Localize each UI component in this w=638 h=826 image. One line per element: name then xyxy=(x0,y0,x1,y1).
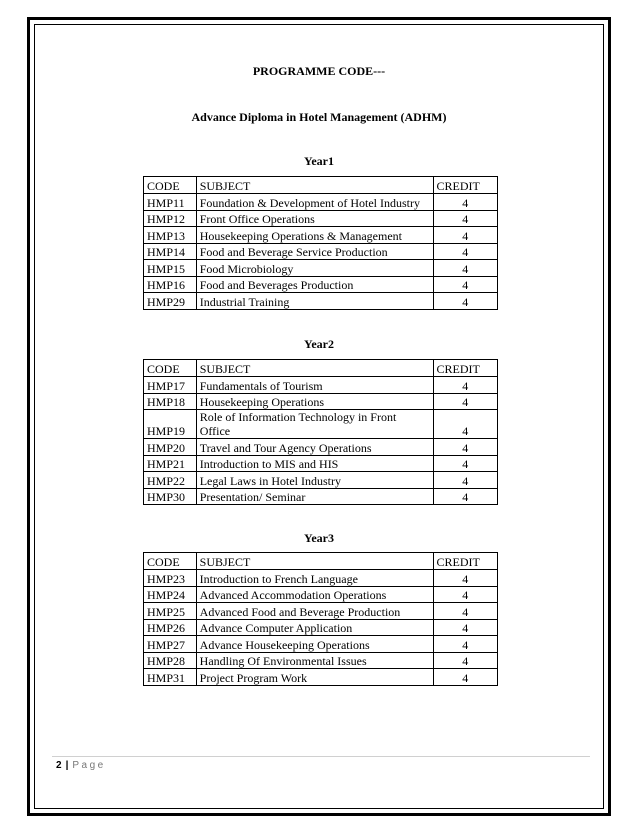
cell-code: HMP27 xyxy=(144,636,197,653)
cell-credit: 4 xyxy=(433,410,497,439)
table-row xyxy=(144,652,498,669)
cell-credit: 4 xyxy=(433,603,497,620)
cell-code: HMP11 xyxy=(144,194,197,211)
table-row xyxy=(144,586,498,603)
cell-subject: Food and Beverages Production xyxy=(196,276,433,293)
cell-subject: Industrial Training xyxy=(196,293,433,310)
cell-code: HMP26 xyxy=(144,619,197,636)
cell-credit: 4 xyxy=(433,210,497,227)
cell-code: HMP29 xyxy=(144,293,197,310)
cell-credit: 4 xyxy=(433,669,497,686)
cell-code: HMP23 xyxy=(144,570,197,587)
cell-subject: Advanced Accommodation Operations xyxy=(196,586,433,603)
cell-credit: 4 xyxy=(433,455,497,472)
year2-table xyxy=(143,359,498,505)
cell-subject: Front Office Operations xyxy=(196,210,433,227)
cell-subject: Travel and Tour Agency Operations xyxy=(196,439,433,456)
cell-subject: Advanced Food and Beverage Production xyxy=(196,603,433,620)
column-header-subject: SUBJECT xyxy=(196,553,433,570)
cell-subject: Food and Beverage Service Production xyxy=(196,243,433,260)
page-word: Page xyxy=(72,760,106,771)
year1-table xyxy=(143,176,498,310)
cell-code: HMP24 xyxy=(144,586,197,603)
cell-code: HMP30 xyxy=(144,488,197,505)
table-row xyxy=(144,210,498,227)
cell-credit: 4 xyxy=(433,570,497,587)
column-header-subject: SUBJECT xyxy=(196,360,433,377)
column-header-credit: CREDIT xyxy=(433,553,497,570)
cell-credit: 4 xyxy=(433,652,497,669)
table-header-row xyxy=(144,360,498,377)
table-row xyxy=(144,276,498,293)
table-row xyxy=(144,455,498,472)
cell-subject: Introduction to French Language xyxy=(196,570,433,587)
cell-subject: Presentation/ Seminar xyxy=(196,488,433,505)
table-row xyxy=(144,243,498,260)
table-header-row xyxy=(144,177,498,194)
table-row xyxy=(144,293,498,310)
cell-subject: Foundation & Development of Hotel Industry xyxy=(196,194,433,211)
table-row xyxy=(144,636,498,653)
cell-code: HMP20 xyxy=(144,439,197,456)
cell-subject: Housekeeping Operations xyxy=(196,393,433,410)
column-header-code: CODE xyxy=(144,177,197,194)
cell-subject: Introduction to MIS and HIS xyxy=(196,455,433,472)
cell-credit: 4 xyxy=(433,194,497,211)
cell-code: HMP18 xyxy=(144,393,197,410)
cell-credit: 4 xyxy=(433,439,497,456)
year3-title: Year3 xyxy=(304,531,334,545)
cell-code: HMP22 xyxy=(144,472,197,489)
cell-code: HMP17 xyxy=(144,377,197,394)
cell-credit: 4 xyxy=(433,227,497,244)
programme-name-heading: Advance Diploma in Hotel Management (ADHM) xyxy=(191,110,447,124)
cell-code: HMP15 xyxy=(144,260,197,277)
table-row xyxy=(144,472,498,489)
cell-code: HMP14 xyxy=(144,243,197,260)
cell-code: HMP25 xyxy=(144,603,197,620)
cell-code: HMP21 xyxy=(144,455,197,472)
cell-credit: 4 xyxy=(433,619,497,636)
column-header-credit: CREDIT xyxy=(433,360,497,377)
page-number: 2 xyxy=(56,760,62,771)
cell-subject: Role of Information Technology in Front Office xyxy=(196,410,433,439)
table-row xyxy=(144,393,498,410)
cell-credit: 4 xyxy=(433,377,497,394)
cell-subject: Housekeeping Operations & Management xyxy=(196,227,433,244)
year2-title: Year2 xyxy=(304,337,334,351)
cell-subject: Advance Computer Application xyxy=(196,619,433,636)
page-footer xyxy=(56,760,106,771)
table-row xyxy=(144,377,498,394)
cell-credit: 4 xyxy=(433,260,497,277)
column-header-code: CODE xyxy=(144,360,197,377)
column-header-subject: SUBJECT xyxy=(196,177,433,194)
cell-subject: Project Program Work xyxy=(196,669,433,686)
table-row xyxy=(144,227,498,244)
table-row xyxy=(144,488,498,505)
cell-code: HMP16 xyxy=(144,276,197,293)
table-row xyxy=(144,669,498,686)
cell-credit: 4 xyxy=(433,586,497,603)
column-header-credit: CREDIT xyxy=(433,177,497,194)
footer-separator: | xyxy=(65,760,69,771)
cell-subject: Advance Housekeeping Operations xyxy=(196,636,433,653)
cell-credit: 4 xyxy=(433,393,497,410)
table-row xyxy=(144,603,498,620)
table-row xyxy=(144,570,498,587)
footer-divider xyxy=(52,756,590,757)
cell-code: HMP31 xyxy=(144,669,197,686)
cell-code: HMP12 xyxy=(144,210,197,227)
cell-credit: 4 xyxy=(433,293,497,310)
cell-credit: 4 xyxy=(433,472,497,489)
cell-credit: 4 xyxy=(433,488,497,505)
cell-credit: 4 xyxy=(433,276,497,293)
cell-subject: Legal Laws in Hotel Industry xyxy=(196,472,433,489)
cell-code: HMP13 xyxy=(144,227,197,244)
table-row xyxy=(144,619,498,636)
cell-code: HMP28 xyxy=(144,652,197,669)
cell-credit: 4 xyxy=(433,243,497,260)
year3-table xyxy=(143,552,498,686)
year1-title: Year1 xyxy=(304,154,334,168)
cell-subject: Handling Of Environmental Issues xyxy=(196,652,433,669)
cell-code: HMP19 xyxy=(144,410,197,439)
table-row xyxy=(144,260,498,277)
cell-subject: Fundamentals of Tourism xyxy=(196,377,433,394)
table-header-row xyxy=(144,553,498,570)
cell-credit: 4 xyxy=(433,636,497,653)
table-row xyxy=(144,410,498,439)
table-row xyxy=(144,439,498,456)
programme-code-heading: PROGRAMME CODE--- xyxy=(252,64,386,78)
column-header-code: CODE xyxy=(144,553,197,570)
cell-subject: Food Microbiology xyxy=(196,260,433,277)
table-row xyxy=(144,194,498,211)
